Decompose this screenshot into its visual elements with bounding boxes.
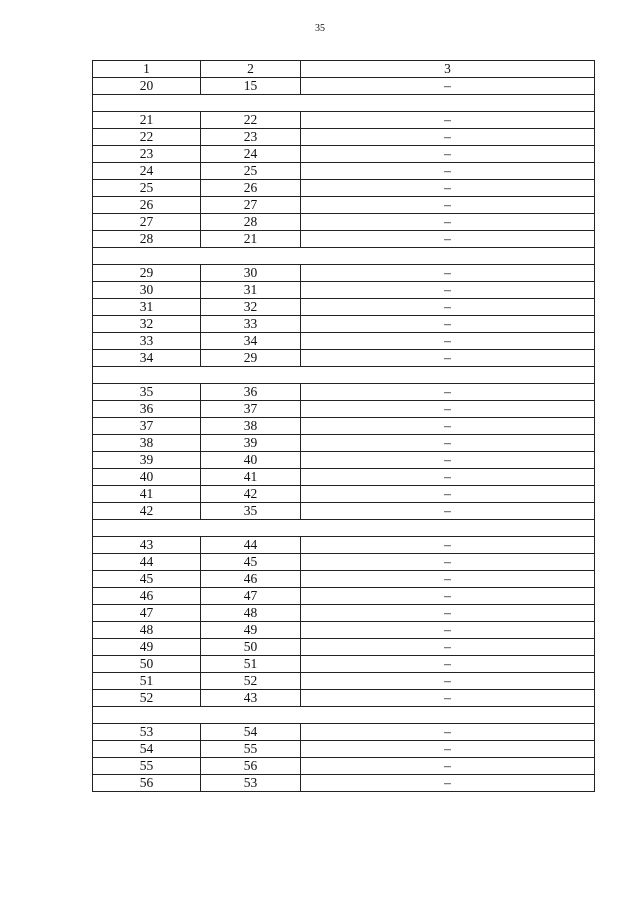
header-cell-2: 2 [201,61,301,78]
table-cell-col-2: 43 [201,690,301,707]
page-number: 35 [315,23,325,34]
table-cell-col-1: 21 [93,112,201,129]
table-cell-col-2: 44 [201,537,301,554]
table-row [93,775,595,792]
table-cell-col-2: 46 [201,571,301,588]
table-cell-col-3: – [301,146,595,163]
table-cell-col-3: – [301,299,595,316]
table-cell-col-3: – [301,571,595,588]
table-cell-col-1: 49 [93,639,201,656]
table-cell-col-3: – [301,265,595,282]
table-cell-col-2: 41 [201,469,301,486]
table-row [93,78,595,95]
table-row [93,605,595,622]
header-cell-1: 1 [93,61,201,78]
table-cell-col-3: – [301,673,595,690]
table-row [93,656,595,673]
table-row [93,129,595,146]
header-cell-3: 3 [301,61,595,78]
table-cell-col-1: 25 [93,180,201,197]
table-row [93,724,595,741]
table-cell-col-3: – [301,622,595,639]
table-row [93,180,595,197]
table-cell-col-2: 22 [201,112,301,129]
table-row [93,469,595,486]
table-row [93,350,595,367]
separator-cell [93,520,595,537]
table-cell-col-2: 24 [201,146,301,163]
table-cell-col-2: 48 [201,605,301,622]
table-cell-col-1: 24 [93,163,201,180]
separator-cell [93,248,595,265]
table-cell-col-3: – [301,350,595,367]
table-cell-col-3: – [301,724,595,741]
table-cell-col-2: 36 [201,384,301,401]
table-cell-col-3: – [301,163,595,180]
table-cell-col-1: 36 [93,401,201,418]
table-cell-col-2: 45 [201,554,301,571]
table-cell-col-3: – [301,775,595,792]
table-cell-col-2: 33 [201,316,301,333]
table-cell-col-3: – [301,384,595,401]
table-cell-col-1: 26 [93,197,201,214]
table-cell-col-3: – [301,758,595,775]
separator-row [93,520,595,537]
table-row [93,316,595,333]
separator-row [93,367,595,384]
table-cell-col-2: 54 [201,724,301,741]
table-cell-col-3: – [301,469,595,486]
table-cell-col-2: 28 [201,214,301,231]
table-cell-col-3: – [301,180,595,197]
table-cell-col-1: 39 [93,452,201,469]
table-row [93,690,595,707]
data-table [92,60,595,792]
table-cell-col-2: 15 [201,78,301,95]
table-row [93,401,595,418]
separator-row [93,707,595,724]
table-cell-col-2: 38 [201,418,301,435]
table-row [93,384,595,401]
table-cell-col-1: 28 [93,231,201,248]
table-cell-col-1: 38 [93,435,201,452]
table-cell-col-2: 34 [201,333,301,350]
table-cell-col-1: 20 [93,78,201,95]
table-cell-col-1: 54 [93,741,201,758]
table-cell-col-2: 21 [201,231,301,248]
table-cell-col-3: – [301,435,595,452]
table-cell-col-2: 39 [201,435,301,452]
table-cell-col-3: – [301,605,595,622]
table-cell-col-1: 50 [93,656,201,673]
table-body [93,61,595,792]
table-cell-col-1: 44 [93,554,201,571]
table-cell-col-2: 49 [201,622,301,639]
table-row [93,333,595,350]
table-cell-col-2: 40 [201,452,301,469]
table-cell-col-3: – [301,656,595,673]
table-cell-col-3: – [301,197,595,214]
table-row [93,418,595,435]
separator-cell [93,95,595,112]
table-cell-col-1: 29 [93,265,201,282]
table-cell-col-2: 51 [201,656,301,673]
table-cell-col-1: 35 [93,384,201,401]
table-cell-col-3: – [301,486,595,503]
table-cell-col-1: 22 [93,129,201,146]
table-cell-col-3: – [301,537,595,554]
table-cell-col-1: 41 [93,486,201,503]
table-cell-col-2: 56 [201,758,301,775]
table-cell-col-1: 27 [93,214,201,231]
table-cell-col-2: 25 [201,163,301,180]
table-row [93,435,595,452]
table-cell-col-2: 26 [201,180,301,197]
table-row [93,265,595,282]
table-cell-col-1: 45 [93,571,201,588]
table-row [93,622,595,639]
table-cell-col-1: 31 [93,299,201,316]
table-cell-col-1: 46 [93,588,201,605]
table-cell-col-2: 37 [201,401,301,418]
table-cell-col-2: 47 [201,588,301,605]
table-cell-col-1: 53 [93,724,201,741]
table-cell-col-3: – [301,214,595,231]
table-cell-col-2: 23 [201,129,301,146]
table-cell-col-1: 52 [93,690,201,707]
table-cell-col-2: 29 [201,350,301,367]
table-row [93,282,595,299]
table-row [93,146,595,163]
table-row [93,486,595,503]
table-cell-col-1: 47 [93,605,201,622]
table-cell-col-3: – [301,690,595,707]
table-cell-col-3: – [301,129,595,146]
table-cell-col-3: – [301,78,595,95]
separator-row [93,248,595,265]
table-cell-col-1: 48 [93,622,201,639]
table-row [93,299,595,316]
separator-cell [93,707,595,724]
table-cell-col-1: 56 [93,775,201,792]
table-cell-col-2: 52 [201,673,301,690]
table-row [93,503,595,520]
table-cell-col-3: – [301,112,595,129]
table-cell-col-1: 42 [93,503,201,520]
table-cell-col-1: 33 [93,333,201,350]
table-cell-col-3: – [301,316,595,333]
table-cell-col-1: 30 [93,282,201,299]
table-cell-col-3: – [301,401,595,418]
table-row [93,163,595,180]
table-row [93,197,595,214]
table-cell-col-2: 53 [201,775,301,792]
table-cell-col-3: – [301,231,595,248]
table-cell-col-2: 31 [201,282,301,299]
table-cell-col-1: 55 [93,758,201,775]
table-cell-col-3: – [301,639,595,656]
table-row [93,112,595,129]
table-cell-col-3: – [301,333,595,350]
table-cell-col-3: – [301,503,595,520]
table-cell-col-1: 23 [93,146,201,163]
table-row [93,741,595,758]
table-row [93,452,595,469]
table-cell-col-2: 27 [201,197,301,214]
table-row [93,571,595,588]
table-cell-col-3: – [301,554,595,571]
table-cell-col-3: – [301,282,595,299]
table-cell-col-1: 51 [93,673,201,690]
table-row [93,588,595,605]
table-row [93,231,595,248]
table-cell-col-2: 42 [201,486,301,503]
table-cell-col-2: 32 [201,299,301,316]
table-cell-col-1: 37 [93,418,201,435]
table-cell-col-1: 34 [93,350,201,367]
separator-row [93,95,595,112]
table-row [93,554,595,571]
table-cell-col-3: – [301,418,595,435]
table-cell-col-2: 50 [201,639,301,656]
table-row [93,758,595,775]
table-cell-col-1: 32 [93,316,201,333]
table-cell-col-2: 30 [201,265,301,282]
table-row [93,537,595,554]
table-row [93,639,595,656]
table-cell-col-3: – [301,588,595,605]
table-row [93,673,595,690]
header-row [93,61,595,78]
table-cell-col-3: – [301,452,595,469]
table-cell-col-2: 55 [201,741,301,758]
table-cell-col-2: 35 [201,503,301,520]
separator-cell [93,367,595,384]
table-cell-col-3: – [301,741,595,758]
table-row [93,214,595,231]
table-cell-col-1: 40 [93,469,201,486]
table-cell-col-1: 43 [93,537,201,554]
